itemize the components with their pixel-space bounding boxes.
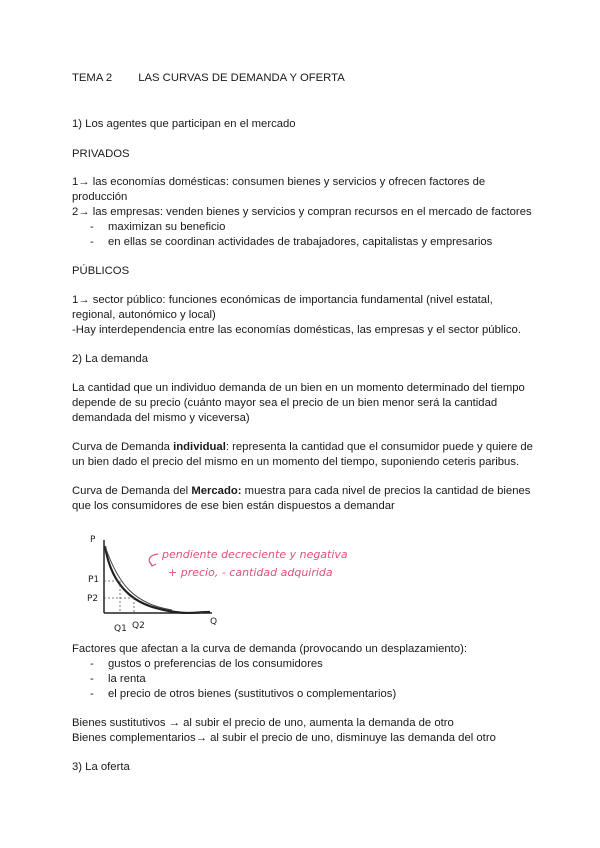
list-item: - la renta (90, 673, 146, 685)
demand-curve-sketch (84, 528, 374, 638)
q1-label: Q1 (114, 624, 127, 634)
demanda-paragraph-line: La cantidad que un individuo demanda de un bien en un momento determinado del tiempo (72, 382, 525, 394)
publicos-note: -Hay interdependencia entre las economías domésticas, las empresas y el sector público. (72, 324, 521, 336)
bold-term: Mercado: (191, 485, 242, 497)
demanda-individual-line-2: un bien dado el precio del mismo en un momento del tiempo, suponiendo ceteris paribus. (72, 456, 520, 468)
demanda-mercado-line-2: que los consumidores de ese bien están dispuestos a demandar (72, 500, 395, 512)
list-item: - en ellas se coordinan actividades de trabajadores, capitalistas y empresarios (90, 236, 493, 248)
publicos-heading: PÚBLICOS (72, 265, 130, 277)
page-title (72, 71, 345, 86)
handwritten-note-2: + precio, - cantidad adquirida (168, 566, 333, 579)
demanda-paragraph-line: demandada del mismo y viceversa) (72, 412, 250, 424)
section-1-heading: 1) Los agentes que participan en el mercado (72, 118, 296, 130)
publicos-item-1: 1→ sector público: funciones económicas de importancia fundamental (nivel estatal, (72, 294, 493, 306)
factores-heading: Factores que afectan a la curva de demanda (provocando un desplazamiento): (72, 643, 468, 655)
privados-item-1: 1→ las economías domésticas: consumen bienes y servicios y ofrecen factores de (72, 176, 486, 188)
list-item: - gustos o preferencias de los consumidores (90, 658, 323, 670)
text-fragment: Curva de Demanda (72, 441, 174, 453)
arrow-head-icon (150, 562, 156, 566)
demanda-individual-line (72, 440, 533, 455)
text-fragment: : representa la cantidad que el consumidor puede y quiere de (225, 441, 533, 453)
tema-label: TEMA 2 (72, 72, 113, 84)
handwritten-note-1: pendiente decreciente y negativa (162, 548, 348, 561)
x-axis-label: Q (210, 617, 218, 627)
publicos-item-1-cont: regional, autonómico y local) (72, 309, 216, 321)
p1-label: P1 (88, 575, 100, 585)
demanda-paragraph-line: depende de su precio (cuánto mayor sea el precio de un bien menor será la cantidad (72, 397, 498, 409)
tema-title: LAS CURVAS DE DEMANDA Y OFERTA (138, 72, 345, 84)
bold-term: individual (173, 441, 226, 453)
list-item-text: en ellas se coordinan actividades de trabajadores, capitalistas y empresarios (108, 236, 493, 248)
list-item-text: la renta (108, 673, 146, 685)
list-item-text: el precio de otros bienes (sustitutivos o complementarios) (108, 688, 397, 700)
bienes-complementarios-line: Bienes complementarios→ al subir el precio de uno, disminuye las demanda del otro (72, 732, 496, 744)
text-fragment: Curva de Demanda del (72, 485, 192, 497)
demanda-mercado-line (72, 484, 530, 499)
text-fragment: muestra para cada nivel de precios la cantidad de bienes (241, 485, 531, 497)
list-item-text: maximizan su beneficio (108, 221, 226, 233)
list-item: - el precio de otros bienes (sustitutivos o complementarios) (90, 688, 397, 700)
list-item-text: gustos o preferencias de los consumidores (108, 658, 323, 670)
bienes-sustitutivos-line: Bienes sustitutivos → al subir el precio de uno, aumenta la demanda de otro (72, 717, 454, 729)
section-3-heading: 3) La oferta (72, 761, 130, 773)
p2-label: P2 (87, 594, 99, 604)
q2-label: Q2 (132, 621, 145, 631)
privados-item-2: 2→ las empresas: venden bienes y servicios y compran recursos en el mercado de factores (72, 206, 532, 218)
privados-item-1-cont: producción (72, 191, 128, 203)
y-axis-label: P (90, 535, 96, 545)
section-2-heading: 2) La demanda (72, 353, 148, 365)
privados-heading: PRIVADOS (72, 148, 130, 160)
list-item: - maximizan su beneficio (90, 221, 226, 233)
